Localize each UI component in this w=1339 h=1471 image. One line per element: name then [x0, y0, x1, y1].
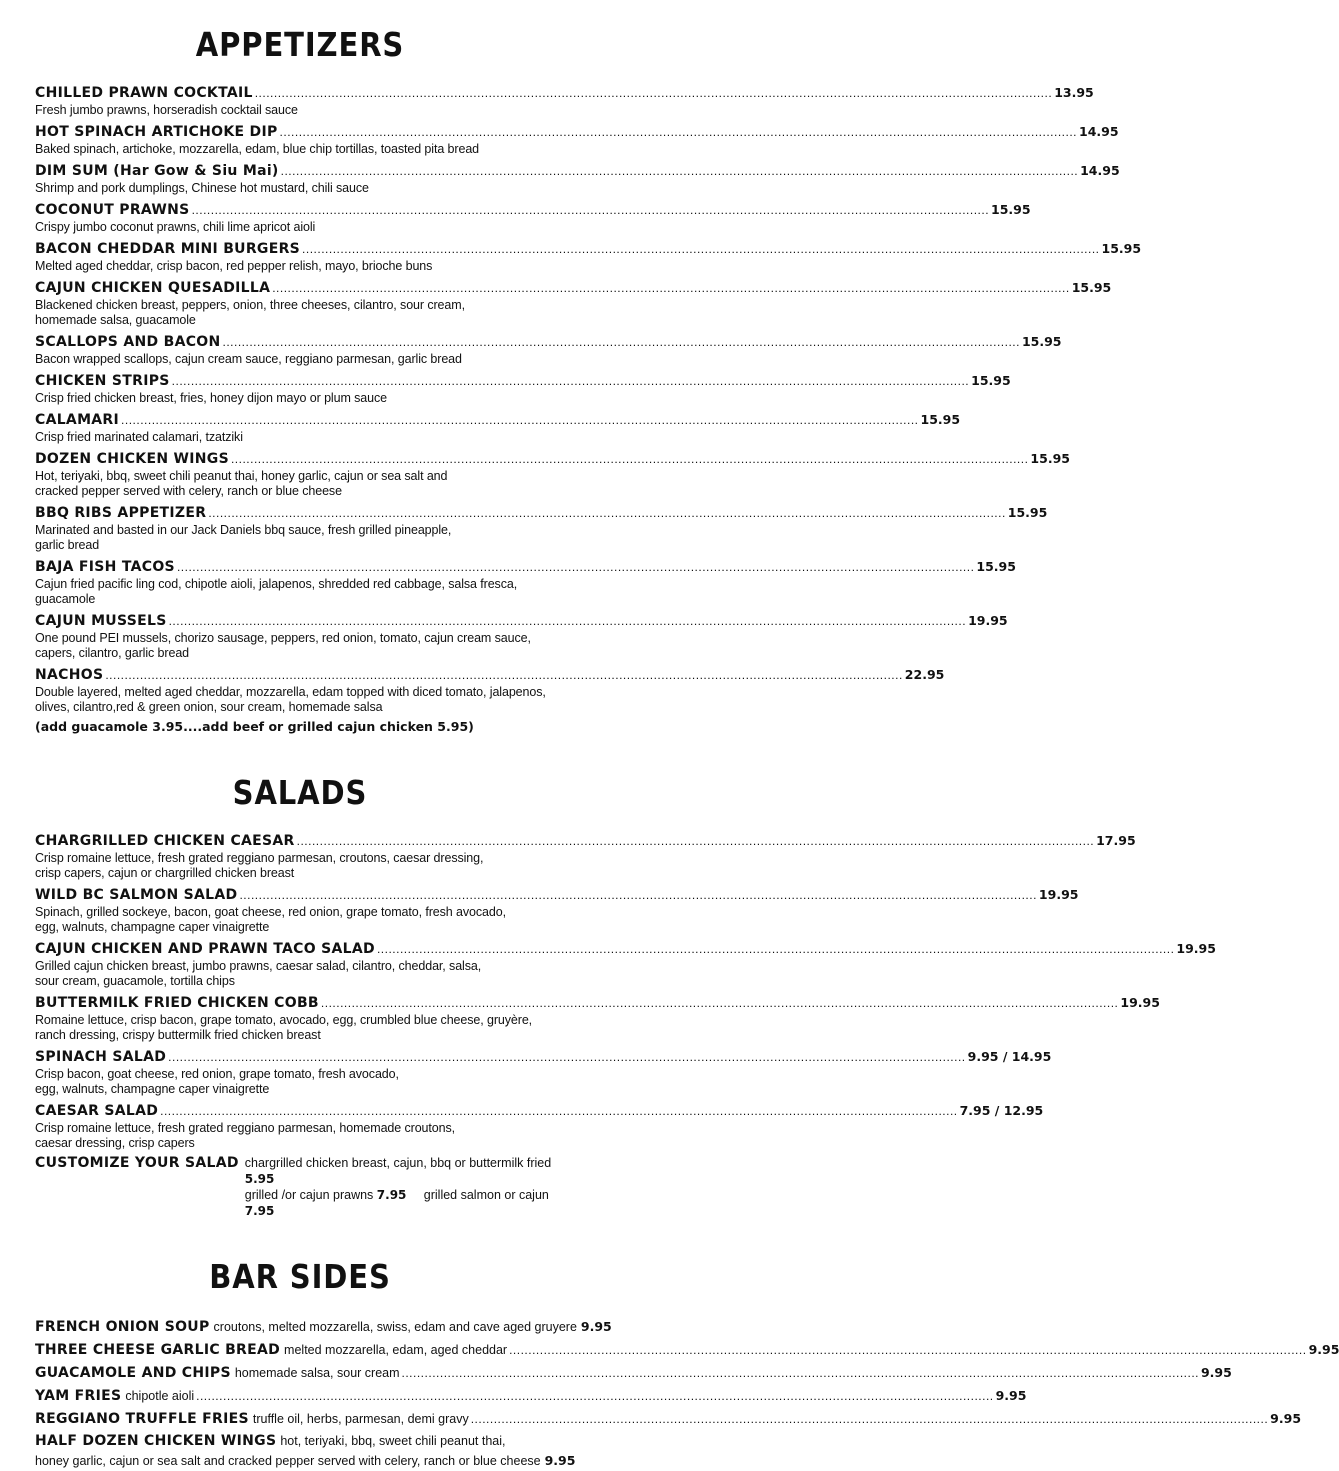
description-line: Crisp romaine lettuce, fresh grated reggiano parmesan, homemade croutons,	[35, 1121, 456, 1135]
dot-leader	[321, 994, 1118, 1013]
menu-item-description	[35, 1013, 565, 1043]
menu-item-price: 15.95	[1021, 334, 1062, 349]
description-line: crisp capers, cajun or chargrilled chicken breast	[35, 866, 295, 880]
menu-item-name: BBQ RIBS APPETIZER	[35, 505, 207, 521]
menu-item	[35, 1101, 1044, 1151]
menu-item	[35, 885, 1079, 935]
menu-item-description	[35, 851, 565, 881]
customize-price-salmon: 7.95	[244, 1204, 275, 1218]
description-line: Crisp fried marinated calamari, tzatziki	[35, 430, 243, 444]
menu-item-line	[35, 449, 1070, 469]
appetizers-addon-note: (add guacamole 3.95....add beef or grilled cajun chicken 5.95)	[35, 719, 474, 734]
menu-item-name: CHICKEN STRIPS	[35, 373, 170, 389]
menu-item-price: 15.95	[971, 373, 1011, 388]
dot-leader	[105, 666, 902, 685]
menu-item	[35, 200, 1031, 235]
menu-item-name: COCONUT PRAWNS	[35, 202, 190, 218]
bar-side-name: GUACAMOLE AND CHIPS	[35, 1365, 231, 1381]
menu-item-price: 7.95 / 12.95	[959, 1103, 1044, 1118]
dot-leader	[471, 1410, 1268, 1429]
menu-item	[35, 939, 1216, 989]
dot-leader	[255, 84, 1052, 103]
description-line: Grilled cajun chicken breast, jumbo prawns, caesar salad, cilantro, cheddar, salsa,	[35, 959, 482, 973]
description-line: Cajun fried pacific ling cod, chipotle aioli, jalapenos, shredded red cabbage, salsa fresca, guacamole	[35, 577, 518, 606]
menu-item	[35, 503, 1048, 553]
menu-item-description	[35, 430, 565, 445]
menu-item-line	[35, 885, 1079, 905]
bar-side-name: THREE CHEESE GARLIC BREAD	[35, 1342, 281, 1358]
menu-item-price: 19.95	[1176, 941, 1216, 956]
menu-item-description	[35, 103, 565, 118]
bar-side-price: 9.95	[1308, 1342, 1339, 1357]
appetizers-heading: APPETIZERS	[195, 25, 405, 64]
description-line: Double layered, melted aged cheddar, mozzarella, edam topped with diced tomato, jalapenos,	[35, 685, 546, 699]
menu-item-description	[35, 959, 565, 989]
customize-price-chicken: 5.95	[244, 1172, 275, 1186]
menu-item-price: 19.95	[1120, 995, 1160, 1010]
menu-item-line	[35, 993, 1160, 1013]
bar-side-item	[35, 1386, 1027, 1406]
menu-item	[35, 371, 1011, 406]
menu-item-description	[35, 523, 565, 553]
description-line: garlic bread	[35, 538, 100, 552]
bar-side-item	[35, 1409, 1302, 1429]
description-line: One pound PEI mussels, chorizo sausage, peppers, red onion, tomato, cajun cream sauce,	[35, 631, 531, 645]
customize-price-prawns: 7.95	[376, 1188, 407, 1202]
bar-side-name: YAM FRIES	[35, 1388, 122, 1404]
bar-side-line	[35, 1363, 1232, 1383]
salads-list	[35, 831, 1216, 1151]
bar-side-line	[35, 1432, 565, 1451]
bar-side-description: truffle oil, herbs, parmesan, demi gravy	[252, 1412, 469, 1426]
bar-side-description: chipotle aioli	[125, 1389, 195, 1403]
menu-item-name: BAJA FISH TACOS	[35, 559, 175, 575]
menu-item-description	[35, 352, 565, 367]
description-line: cracked pepper served with celery, ranch or blue cheese	[35, 484, 342, 498]
description-line: olives, cilantro,red & green onion, sour cream, homemade salsa	[35, 700, 383, 714]
dot-leader	[121, 411, 918, 430]
menu-item-description	[35, 1121, 565, 1151]
customize-salad-options	[245, 1155, 565, 1219]
dot-leader	[168, 1048, 965, 1067]
menu-item-price: 15.95	[920, 412, 961, 427]
bar-side-item	[35, 1340, 1339, 1360]
description-line: Hot, teriyaki, bbq, sweet chili peanut thai, honey garlic, cajun or sea salt and	[35, 469, 448, 483]
menu-item-line	[35, 1101, 1044, 1121]
menu-item-line	[35, 410, 961, 430]
menu-item-price: 14.95	[1080, 163, 1120, 178]
menu-item	[35, 332, 1062, 367]
salads-heading: SALADS	[232, 773, 368, 812]
description-line: Shrimp and pork dumplings, Chinese hot mustard, chili sauce	[35, 181, 369, 195]
bar-side-description: melted mozzarella, edam, aged cheddar	[284, 1343, 508, 1357]
menu-item	[35, 1047, 1052, 1097]
dot-leader	[302, 240, 1099, 259]
bar-side-item	[35, 1363, 1232, 1383]
customize-option-chicken: chargrilled chicken breast, cajun, bbq or buttermilk fried	[244, 1156, 552, 1170]
description-line: capers, cilantro, garlic bread	[35, 646, 190, 660]
dot-leader	[377, 940, 1174, 959]
description-line: egg, walnuts, champagne caper vinaigrette	[35, 1082, 270, 1096]
menu-item-name: CAESAR SALAD	[35, 1103, 159, 1119]
menu-item-name: CHARGRILLED CHICKEN CAESAR	[35, 833, 295, 849]
bar-sides-list	[35, 1317, 1339, 1471]
bar-side-line	[35, 1340, 1339, 1360]
menu-item-name: DOZEN CHICKEN WINGS	[35, 451, 229, 467]
menu-item	[35, 993, 1160, 1043]
customize-option-salmon: grilled salmon or cajun	[423, 1188, 549, 1202]
dot-leader	[402, 1364, 1199, 1383]
description-line: Melted aged cheddar, crisp bacon, red pepper relish, mayo, brioche buns	[35, 259, 433, 273]
bar-side-name: FRENCH ONION SOUP	[35, 1319, 210, 1335]
menu-item-price: 22.95	[904, 667, 945, 682]
menu-item	[35, 831, 1136, 881]
menu-item-line	[35, 332, 1062, 352]
dot-leader	[272, 279, 1069, 298]
bar-side-name: HALF DOZEN CHICKEN WINGS	[35, 1433, 277, 1449]
dot-leader	[280, 123, 1077, 142]
description-line: egg, walnuts, champagne caper vinaigrette	[35, 920, 270, 934]
bar-side-price: 9.95	[544, 1453, 576, 1468]
menu-item-description	[35, 142, 565, 157]
dot-leader	[231, 450, 1028, 469]
bar-side-line-2	[35, 1451, 576, 1471]
menu-item-name: BACON CHEDDAR MINI BURGERS	[35, 241, 301, 257]
customize-salad-name: CUSTOMIZE YOUR SALAD	[35, 1155, 239, 1171]
menu-item-line	[35, 200, 1031, 220]
menu-item-line	[35, 611, 1008, 631]
menu-item-price: 19.95	[1038, 887, 1079, 902]
bar-side-price: 9.95	[1270, 1411, 1302, 1426]
bar-side-name: REGGIANO TRUFFLE FRIES	[35, 1411, 249, 1427]
description-line: Romaine lettuce, crisp bacon, grape tomato, avocado, egg, crumbled blue cheese, gruyère,	[35, 1013, 533, 1027]
menu-item	[35, 557, 1016, 607]
menu-item	[35, 665, 945, 715]
description-line: Baked spinach, artichoke, mozzarella, edam, blue chip tortillas, toasted pita bread	[35, 142, 480, 156]
bar-side-description-2: honey garlic, cajun or sea salt and cracked pepper served with celery, ranch or blue cheese	[35, 1454, 541, 1468]
menu-item-line	[35, 939, 1216, 959]
menu-item-name: BUTTERMILK FRIED CHICKEN COBB	[35, 995, 319, 1011]
menu-item-line	[35, 278, 1112, 298]
menu-item-description	[35, 220, 565, 235]
bar-side-price: 9.95	[1200, 1365, 1232, 1380]
dot-leader	[169, 612, 966, 631]
menu-item-description	[35, 1067, 565, 1097]
menu-item-line	[35, 83, 1094, 103]
menu-item-price: 9.95 / 14.95	[967, 1049, 1052, 1064]
menu-item-price: 15.95	[1030, 451, 1070, 466]
menu-item	[35, 449, 1070, 499]
menu-item-description	[35, 905, 565, 935]
description-line: Spinach, grilled sockeye, bacon, goat cheese, red onion, grape tomato, fresh avocado,	[35, 905, 506, 919]
dot-leader	[196, 1387, 993, 1406]
menu-item-name: CALAMARI	[35, 412, 120, 428]
description-line: ranch dressing, crispy buttermilk fried chicken breast	[35, 1028, 321, 1042]
description-line: Crisp bacon, goat cheese, red onion, grape tomato, fresh avocado,	[35, 1067, 399, 1081]
bar-side-line	[35, 1317, 612, 1337]
customize-salad	[35, 1155, 565, 1219]
menu-item-line	[35, 239, 1142, 259]
menu-item-line	[35, 503, 1048, 523]
bar-side-description: homemade salsa, sour cream	[234, 1366, 400, 1380]
menu-item-name: WILD BC SALMON SALAD	[35, 887, 238, 903]
description-line: Crisp romaine lettuce, fresh grated reggiano parmesan, croutons, caesar dressing,	[35, 851, 484, 865]
bar-side-item	[35, 1432, 576, 1471]
menu-item-line	[35, 1047, 1052, 1067]
menu-item-line	[35, 371, 1011, 391]
menu-item-description	[35, 391, 565, 406]
menu-item-name: SCALLOPS AND BACON	[35, 334, 221, 350]
description-line: Fresh jumbo prawns, horseradish cocktail sauce	[35, 103, 298, 117]
menu-item-line	[35, 557, 1016, 577]
menu-item	[35, 161, 1120, 196]
dot-leader	[192, 201, 989, 220]
menu-item-price: 15.95	[976, 559, 1016, 574]
dot-leader	[177, 558, 974, 577]
menu-item-line	[35, 831, 1136, 851]
dot-leader	[208, 504, 1005, 523]
menu-item	[35, 278, 1112, 328]
description-line: caesar dressing, crisp capers	[35, 1136, 195, 1150]
dot-leader	[172, 372, 969, 391]
menu-item	[35, 83, 1094, 118]
menu-item	[35, 611, 1008, 661]
menu-item-line	[35, 665, 945, 685]
dot-leader	[509, 1341, 1306, 1360]
description-line: homemade salsa, guacamole	[35, 313, 196, 327]
menu-item-price: 15.95	[1007, 505, 1048, 520]
menu-item-price: 15.95	[1101, 241, 1142, 256]
bar-side-price: 9.95	[580, 1319, 612, 1334]
menu-item-description	[35, 181, 565, 196]
menu-item-price: 15.95	[991, 202, 1031, 217]
menu-item-price: 15.95	[1071, 280, 1112, 295]
dot-leader	[297, 832, 1094, 851]
menu-item-name: SPINACH SALAD	[35, 1049, 167, 1065]
dot-leader	[281, 162, 1078, 181]
bar-side-line	[35, 1409, 1302, 1429]
menu-item-name: CAJUN MUSSELS	[35, 613, 167, 629]
bar-side-description: hot, teriyaki, bbq, sweet chili peanut thai,	[280, 1434, 506, 1448]
menu-item-name: CAJUN CHICKEN AND PRAWN TACO SALAD	[35, 941, 375, 957]
bar-side-line	[35, 1386, 1027, 1406]
menu-item-name: CHILLED PRAWN COCKTAIL	[35, 85, 253, 101]
description-line: Bacon wrapped scallops, cajun cream sauce, reggiano parmesan, garlic bread	[35, 352, 462, 366]
description-line: sour cream, guacamole, tortilla chips	[35, 974, 235, 988]
dot-leader	[239, 886, 1036, 905]
dot-leader	[160, 1102, 957, 1121]
menu-item-name: CAJUN CHICKEN QUESADILLA	[35, 280, 271, 296]
menu-item-price: 14.95	[1079, 124, 1119, 139]
customize-option-prawns: grilled /or cajun prawns	[244, 1188, 374, 1202]
menu-item-name: DIM SUM (Har Gow & Siu Mai)	[35, 163, 279, 179]
menu-item	[35, 239, 1142, 274]
bar-side-item	[35, 1317, 612, 1337]
bar-sides-heading: BAR SIDES	[209, 1257, 391, 1296]
menu-item-line	[35, 161, 1120, 181]
description-line: Crispy jumbo coconut prawns, chili lime apricot aioli	[35, 220, 316, 234]
menu-item-description	[35, 577, 565, 607]
description-line: Blackened chicken breast, peppers, onion, three cheeses, cilantro, sour cream,	[35, 298, 465, 312]
menu-item-description	[35, 259, 565, 274]
bar-side-price: 9.95	[995, 1388, 1027, 1403]
menu-item	[35, 122, 1119, 157]
menu-item-price: 13.95	[1054, 85, 1094, 100]
menu-item-description	[35, 685, 565, 715]
appetizers-list	[35, 83, 1142, 715]
menu-item-description	[35, 631, 565, 661]
menu-item-description	[35, 469, 565, 499]
menu-item-name: NACHOS	[35, 667, 104, 683]
menu-item-line	[35, 122, 1119, 142]
description-line: Marinated and basted in our Jack Daniels bbq sauce, fresh grilled pineapple,	[35, 523, 452, 537]
description-line: Crisp fried chicken breast, fries, honey dijon mayo or plum sauce	[35, 391, 387, 405]
menu-item-price: 19.95	[968, 613, 1008, 628]
menu-item-description	[35, 298, 565, 328]
dot-leader	[223, 333, 1020, 352]
menu-item-price: 17.95	[1096, 833, 1136, 848]
menu-item	[35, 410, 961, 445]
menu-item-name: HOT SPINACH ARTICHOKE DIP	[35, 124, 278, 140]
bar-side-description: croutons, melted mozzarella, swiss, edam and cave aged gruyere	[213, 1320, 577, 1334]
